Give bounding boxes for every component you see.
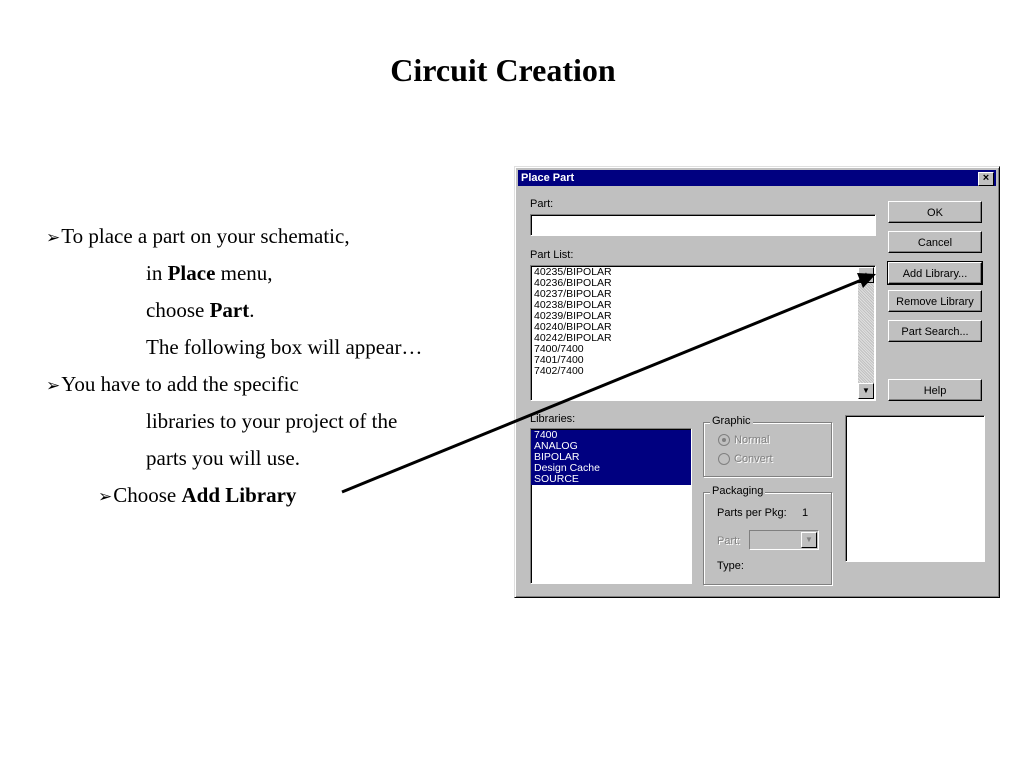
parts-per-pkg-value: 1	[802, 507, 809, 519]
part-list-item[interactable]: 40237/BIPOLAR	[534, 288, 612, 300]
part-list-item[interactable]: 40238/BIPOLAR	[534, 299, 612, 311]
part-list-item[interactable]: 40242/BIPOLAR	[534, 332, 612, 344]
part-combo-label: Part:	[717, 535, 741, 547]
bullet-line-6: libraries to your project of the	[146, 409, 398, 433]
scroll-down-icon[interactable]: ▼	[858, 383, 874, 399]
graphic-label: Graphic	[712, 415, 751, 427]
library-item[interactable]: SOURCE	[531, 474, 691, 485]
arrow-bullet-icon: ➢	[46, 228, 61, 247]
library-item[interactable]: ANALOG	[531, 441, 691, 452]
cancel-button[interactable]: Cancel	[888, 231, 982, 253]
part-list-item[interactable]: 40240/BIPOLAR	[534, 321, 612, 333]
libraries-label: Libraries:	[530, 413, 576, 425]
bullet-line-7: parts you will use.	[146, 446, 300, 470]
library-item[interactable]: BIPOLAR	[531, 452, 691, 463]
bullet-line-1: ➢To place a part on your schematic,	[46, 224, 350, 248]
help-button[interactable]: Help	[888, 379, 982, 401]
dropdown-arrow-icon[interactable]: ▼	[801, 532, 817, 548]
bullet-line-3: choose Part.	[146, 298, 255, 322]
callout-line	[342, 279, 864, 492]
part-list-item[interactable]: 40235/BIPOLAR	[534, 266, 612, 278]
add-library-button[interactable]: Add Library...	[888, 262, 982, 284]
part-list-item[interactable]: 40236/BIPOLAR	[534, 277, 612, 289]
bullet-line-8: ➢Choose Add Library	[98, 483, 297, 507]
ok-button[interactable]: OK	[888, 201, 982, 223]
part-label: Part:	[530, 198, 554, 210]
library-item[interactable]: 7400	[531, 430, 691, 441]
normal-radio[interactable]: Normal	[718, 434, 769, 446]
bullet-line-4: The following box will appear…	[146, 335, 423, 359]
library-item[interactable]: Design Cache	[531, 463, 691, 474]
part-list-item[interactable]: 7400/7400	[534, 343, 584, 355]
arrow-bullet-icon: ➢	[98, 487, 113, 506]
part-list-label: Part List:	[530, 249, 574, 261]
bullet-line-5: ➢You have to add the specific	[46, 372, 299, 396]
packaging-label: Packaging	[712, 485, 764, 497]
parts-per-pkg-label: Parts per Pkg:	[717, 507, 787, 519]
part-search-button[interactable]: Part Search...	[888, 320, 982, 342]
arrow-bullet-icon: ➢	[46, 376, 61, 395]
part-list-item[interactable]: 7401/7400	[534, 354, 584, 366]
remove-library-button[interactable]: Remove Library	[888, 290, 982, 312]
slide-title: Circuit Creation	[390, 52, 616, 88]
close-icon[interactable]: ×	[978, 172, 994, 186]
dialog-title: Place Part	[521, 172, 575, 184]
part-list-item[interactable]: 7402/7400	[534, 365, 584, 377]
bullet-line-2: in Place menu,	[146, 261, 273, 285]
part-list-item[interactable]: 40239/BIPOLAR	[534, 310, 612, 322]
convert-radio[interactable]: Convert	[718, 453, 773, 465]
type-label: Type:	[717, 560, 744, 572]
